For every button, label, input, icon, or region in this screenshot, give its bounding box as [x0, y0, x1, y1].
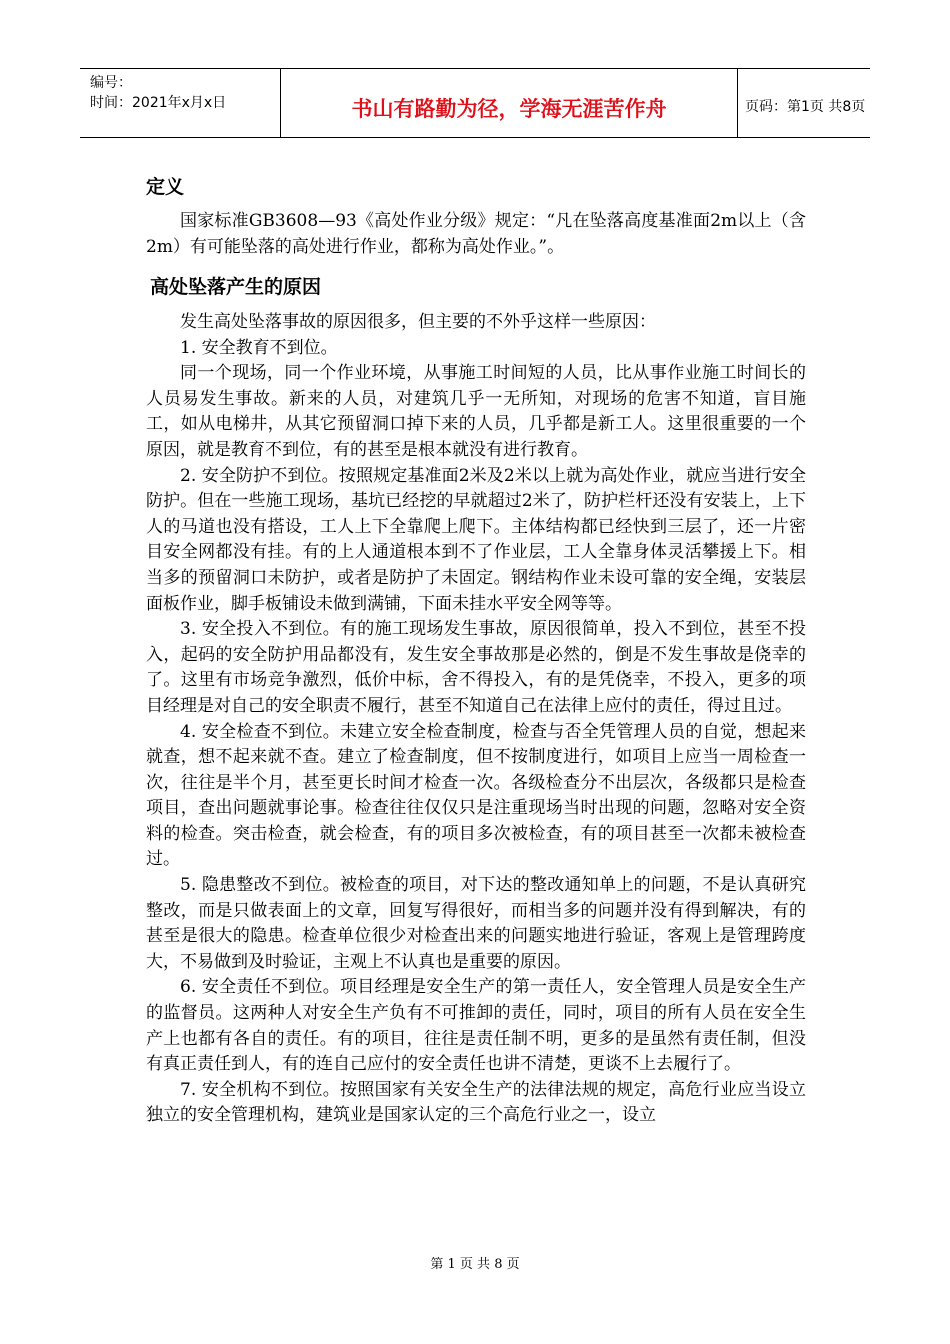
document-number-label: 编号： — [90, 75, 132, 91]
paragraph: 7. 安全机构不到位。按照国家有关安全生产的法律法规的规定，高危行业应当设立独立的安全管理机构，建筑业是国家认定的三个高危行业之一，设立 — [146, 1079, 806, 1126]
paragraph: 6. 安全责任不到位。项目经理是安全生产的第一责任人，安全管理人员是安全生产的监督员。这两种人对安全生产负有不可推卸的责任，同时，项目的所有人员在安全生产上也都有各自的责任。有的项目，往往是责任制不明，更多的是虽然有责任制，但没有真正责任到人，有的连自己应付的安全责任也讲不清楚，更谈不上去履行了。 — [146, 977, 806, 1075]
page-footer: 第 1 页 共 8 页 — [430, 1257, 520, 1272]
header-motto-cell — [280, 69, 738, 137]
page-code-label: 页码：第1页 共8页 — [745, 99, 866, 115]
header-table — [80, 68, 870, 138]
causes-body — [146, 310, 806, 1129]
paragraph: 发生高处坠落事故的原因很多，但主要的不外乎这样一些原因： — [180, 312, 656, 332]
paragraph: 4. 安全检查不到位。未建立安全检查制度，检查与否全凭管理人员的自觉，想起来就查，想不起来就不查。建立了检查制度，但不按制度进行，如项目上应当一周检查一次，往往是半个月，甚至更长时间才检查一次。各级检查分不出层次，各级都只是检查项目，查出问题就事论事。检查往往仅仅只是注重现场当时出现的问题，忽略对安全资料的检查。突击检查，就会检查，有的项目多次被检查，有的项目甚至一次都未被检查过。 — [146, 721, 806, 870]
paragraph: 3. 安全投入不到位。有的施工现场发生事故，原因很简单，投入不到位，甚至不投入，起码的安全防护用品都没有，发生安全事故那是必然的，倒是不发生事故是侥幸的了。这里有市场竞争激烈，低价中标，舍不得投入，有的是凭侥幸，不投入，更多的项目经理是对自己的安全职责不履行，甚至不知道自己在法律上应付的责任，得过且过。 — [146, 619, 806, 716]
section-title-causes: 高处坠落产生的原因 — [150, 276, 322, 298]
document-date-label: 时间：2021年x月x日 — [90, 95, 227, 111]
paragraph: 2. 安全防护不到位。按照规定基准面2米及2米以上就为高处作业，就应当进行安全防护。但在一些施工现场，基坑已经挖的早就超过2米了，防护栏杆还没有安装上，上下人的马道也没有搭设，工人上下全靠爬上爬下。主体结构都已经快到三层了，还一片密目安全网都没有挂。有的上人通道根本到不了作业层，工人全靠身体灵活攀援上下。相当多的预留洞口未防护，或者是防护了未固定。钢结构作业未设可靠的安全绳，安装层面板作业，脚手板铺设未做到满铺，下面未挂水平安全网等等。 — [146, 465, 806, 614]
header-meta-cell — [80, 69, 280, 137]
paragraph: 5. 隐患整改不到位。被检查的项目，对下达的整改通知单上的问题，不是认真研究整改，而是只做表面上的文章，回复写得很好，而相当多的问题并没有得到解决，有的甚至是很大的隐患。检查单位很少对检查出来的问题实地进行验证，客观上是管理跨度大，不易做到及时验证，主观上不认真也是重要的原因。 — [146, 875, 806, 972]
header-page-cell — [737, 69, 870, 137]
definition-body — [146, 209, 806, 260]
motto-text: 书山有路勤为径，学海无涯苦作舟 — [351, 97, 667, 121]
paragraph: 国家标准GB3608—93《高处作业分级》规定：“凡在坠落高度基准面2m以上（含2m）有可能坠落的高处进行作业，都称为高处作业。”。 — [146, 211, 806, 257]
paragraph: 1. 安全教育不到位。 — [180, 337, 338, 358]
paragraph: 同一个现场，同一个作业环境，从事施工时间短的人员，比从事作业施工时间长的人员易发生事故。新来的人员，对建筑几乎一无所知，对现场的危害不知道，盲目施工，如从电梯井，从其它预留洞口掉下来的人员，几乎都是新工人。这里很重要的一个原因，就是教育不到位，有的甚至是根本就没有进行教育。 — [146, 363, 806, 460]
section-title-definition: 定义 — [146, 176, 185, 198]
